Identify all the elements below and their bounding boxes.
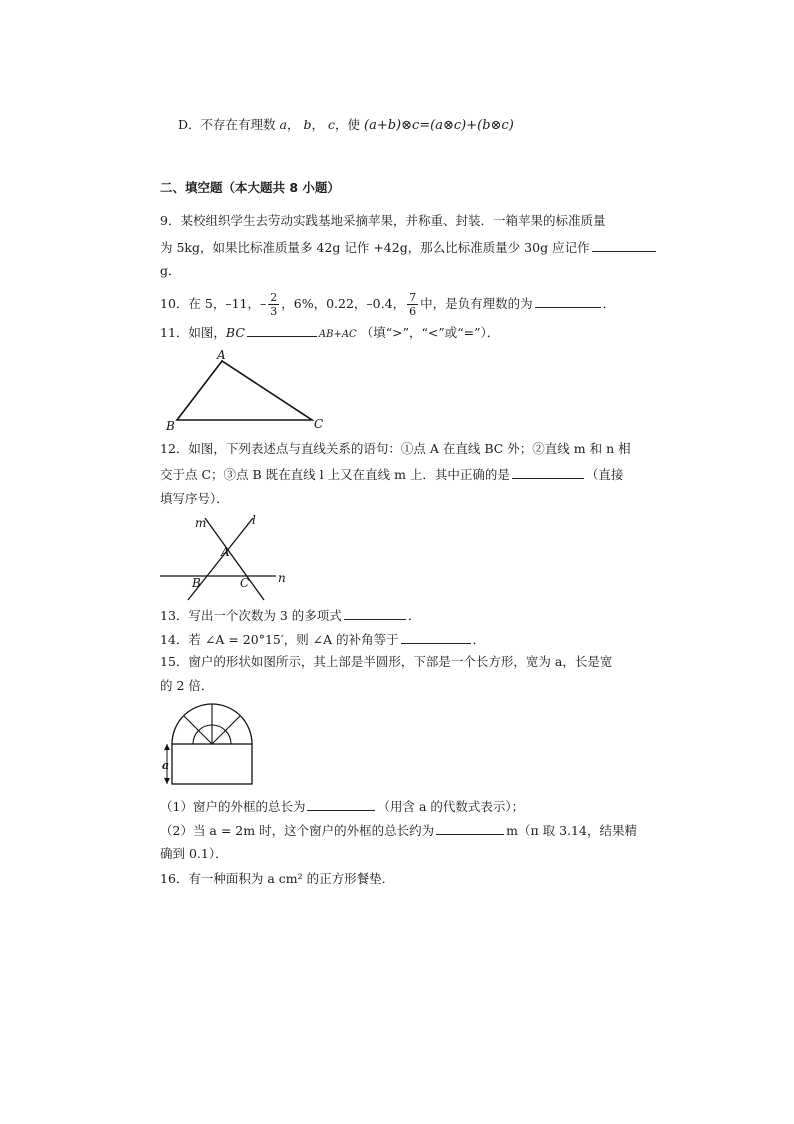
q11-prefix: 11．如图， [160,325,226,340]
fraction-denominator: 3 [270,305,278,318]
q13-answer-blank[interactable] [344,607,406,620]
separator: ， [392,296,406,311]
line-m [205,518,264,600]
q16: 16．有一种面积为 a cm² 的正方形餐垫． [160,871,395,886]
q15-sub2 [160,822,637,839]
q12-line2 [160,466,623,483]
q10-prefix: 10．在 5，–11，– [160,296,267,311]
q12-line3: 填写序号）． [160,491,229,506]
point-label-b: B [192,576,201,590]
q9-answer-blank[interactable] [592,239,656,252]
q11 [160,324,499,343]
q10 [160,291,615,318]
fraction-denominator: 6 [409,305,417,318]
var-c: c [327,117,335,132]
q11-answer-blank[interactable] [247,324,317,337]
option-d-label: D．不存在有理数 [178,117,276,132]
q15-sub1 [160,798,524,815]
q12-line1: 12．如图，下列表述点与直线关系的语句：①点 A 在直线 BC 外；②直线 m 和 n 相 [160,441,631,456]
section-heading: 二、填空题（本大题共 8 小题） [160,180,340,195]
arrow-up-icon [164,744,170,750]
q12-line2-suffix: （直接 [585,467,624,482]
line-label-n: n [278,571,286,585]
fraction-numerator: 2 [270,291,278,304]
vertex-label-c: C [314,417,324,431]
q10-fraction-2 [407,291,418,318]
q11-lhs: BC [225,325,245,340]
option-d [178,117,514,134]
q9-line1: 9．某校组织学生去劳动实践基地采摘苹果，并称重、封装．一箱苹果的标准质量 [160,213,606,228]
option-d-formula: (a+b)⊗c=(a⊗c)+(b⊗c) [364,118,514,133]
q9-line3: g． [160,263,181,278]
fraction-numerator: 7 [409,291,417,304]
point-label-a: A [221,545,230,559]
vertex-label-b: B [166,419,175,433]
line-label-l: l [252,513,256,527]
q9-line2 [160,239,658,256]
q14-end: ． [472,632,486,647]
triangle-abc [177,361,312,420]
window-rectangle [172,744,252,784]
q15-sub1-prefix: （1）窗户的外框的总长为 [160,799,306,814]
q15-sub2-line2: 确到 0.1）． [160,846,228,861]
q15-line2: 的 2 倍． [160,678,214,693]
q12-line2-prefix: 交于点 C；③点 B 既在直线 l 上又在直线 m 上．其中正确的是 [160,467,510,482]
q13 [160,607,420,624]
var-b: b [303,117,312,132]
dimension-label-a: a [162,759,170,772]
q15-sub1-suffix: （用含 a 的代数式表示）； [377,799,525,814]
q14 [160,631,485,648]
window-spoke [184,716,212,744]
option-d-tail: ，使 [335,117,361,132]
q11-triangle-figure [160,348,340,433]
q13-end: ． [407,608,421,623]
q12-lines-figure [160,512,290,604]
point-label-c: C [240,576,250,590]
q15-sub2-answer-blank[interactable] [436,822,504,835]
var-a: a [279,117,287,132]
q10-middle: ，6%，0.22， [281,296,367,311]
q9-line2-text: 为 5kg，如果比标准质量多 42g 记作 +42g，那么比标准质量少 30g 应记作 [160,240,590,255]
q15-line1: 15．窗户的形状如图所示，其上部是半圆形，下部是一个长方形，宽为 a，长是宽 [160,654,613,669]
q15-window-figure [158,699,258,789]
q10-end: ． [602,296,616,311]
line-label-m: m [195,516,207,530]
q15-sub2-suffix: m（π 取 3.14，结果精 [506,823,637,838]
window-spoke [212,716,240,744]
separator: ， [286,117,300,132]
q12-answer-blank[interactable] [512,466,584,479]
q14-answer-blank[interactable] [401,631,471,644]
q15-sub1-answer-blank[interactable] [307,798,375,811]
q14-prefix: 14．若 ∠A = 20°15′，则 ∠A 的补角等于 [160,632,399,647]
arrow-down-icon [164,778,170,784]
q13-prefix: 13．写出一个次数为 3 的多项式 [160,608,342,623]
q10-repeating-decimal: –0.4̇ [366,296,393,311]
q10-suffix: 中，是负有理数的为 [420,296,533,311]
q15-sub2-prefix: （2）当 a = 2m 时，这个窗户的外框的总长约为 [160,823,435,838]
q11-suffix: （填“>”，“<”或“=”）． [360,325,500,340]
vertex-label-a: A [217,348,226,362]
q10-answer-blank[interactable] [535,295,601,308]
separator: ， [311,117,324,132]
q10-fraction-1 [268,291,279,318]
q11-rhs: AB+AC [318,329,357,340]
